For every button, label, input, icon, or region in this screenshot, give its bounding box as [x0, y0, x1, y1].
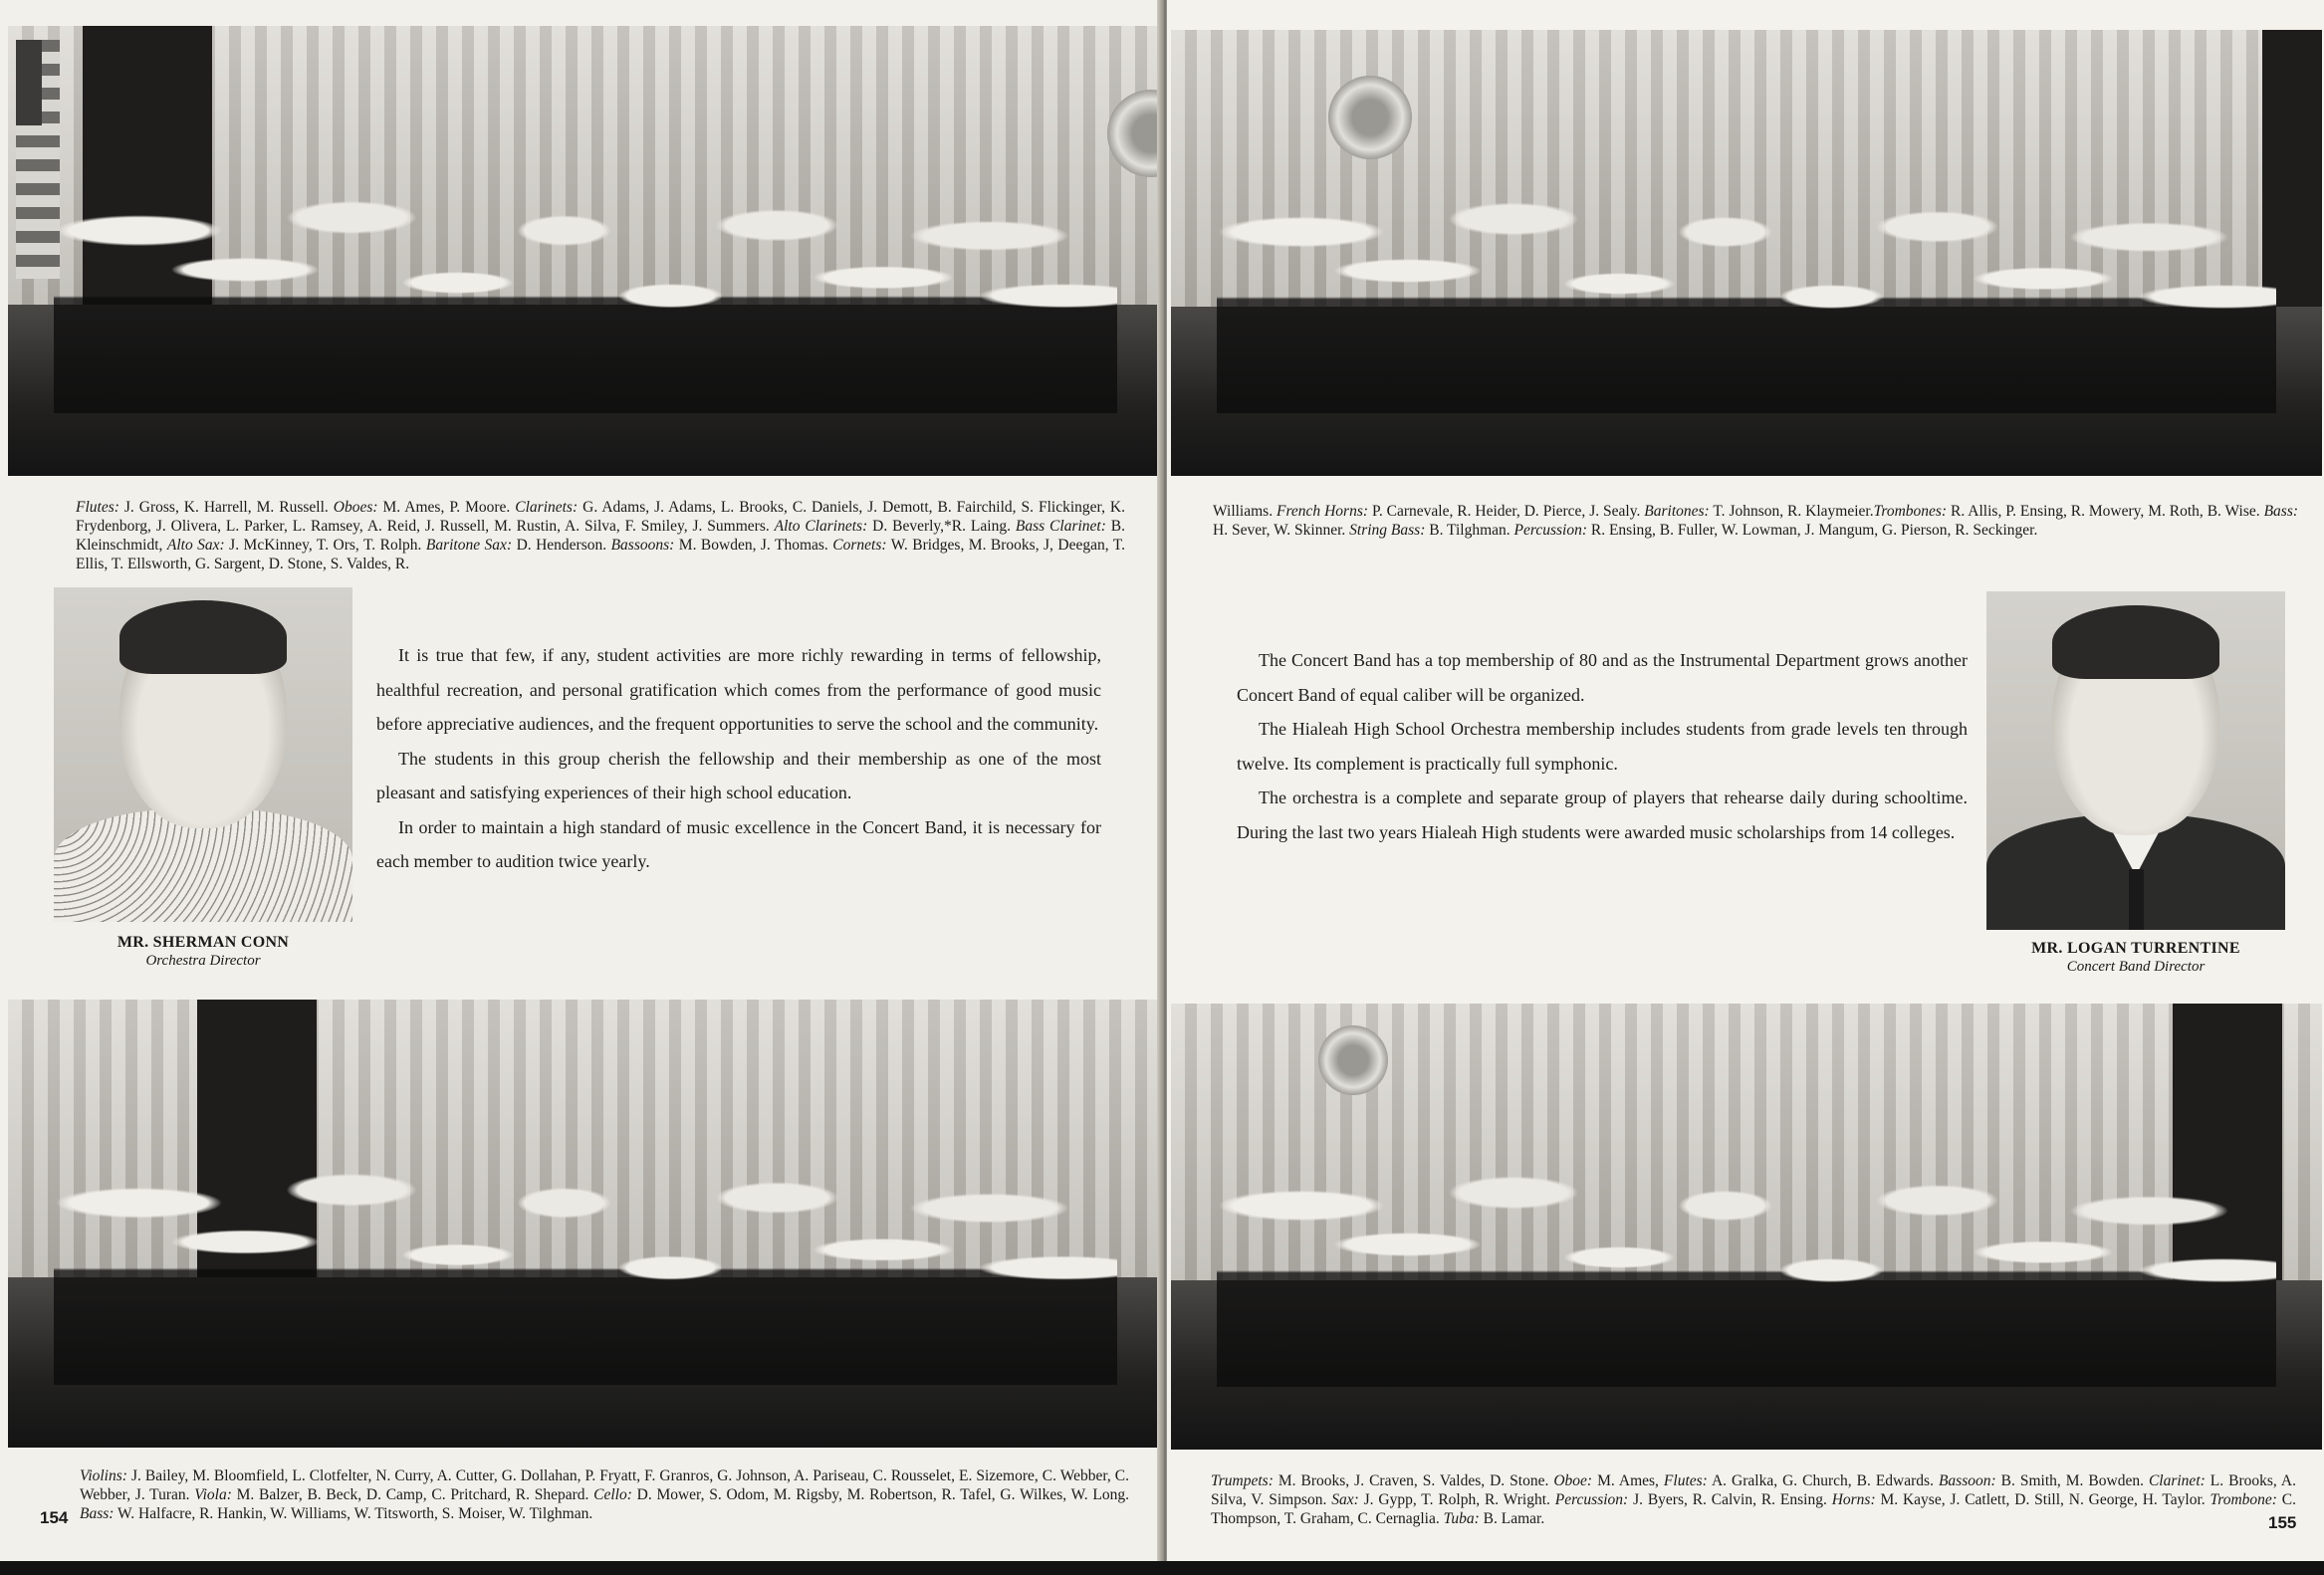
left-body-text	[376, 638, 1101, 879]
band-photo-top-left	[8, 26, 1163, 476]
member-names: J. Gross, K. Harrell, M. Russell.	[118, 499, 334, 516]
scan-edge	[0, 1561, 2324, 1575]
member-names: M. Balzer, B. Beck, D. Camp, C. Pritchard, R. Shepard.	[231, 1486, 594, 1503]
instrument-label: Bass:	[2263, 503, 2299, 520]
band-photo-top-right	[1171, 30, 2322, 476]
instrument-label: Percussion:	[1513, 522, 1587, 539]
instrument-label: French Horns:	[1277, 503, 1369, 520]
bottom-left-caption	[80, 1466, 1129, 1523]
page-number-left: 154	[40, 1508, 69, 1527]
member-names: P. Carnevale, R. Heider, D. Pierce, J. Sealy.	[1368, 503, 1645, 520]
member-names: Williams.	[1213, 503, 1277, 520]
instrument-label: Trombones:	[1873, 503, 1948, 520]
instrument-label: Clarinet:	[2148, 1472, 2206, 1489]
member-names: M. Bowden, J. Thomas.	[674, 537, 833, 554]
right-body-text	[1237, 643, 1968, 849]
member-names: H. Sever, W. Skinner.	[1213, 522, 1350, 539]
instrument-label: Bass:	[80, 1505, 115, 1522]
member-names: D. Beverly,*R. Laing.	[867, 518, 1016, 535]
sousaphone	[1318, 1025, 1388, 1095]
conn-portrait	[54, 587, 352, 922]
bottom-right-caption	[1211, 1471, 2296, 1528]
member-names: M. Brooks, J. Craven, S. Valdes, D. Stone.	[1273, 1472, 1554, 1489]
right-page	[1167, 0, 2324, 1575]
member-names: A. Gralka, G. Church, B. Edwards.	[1707, 1472, 1939, 1489]
instrument-label: Alto Clarinets:	[774, 518, 868, 535]
instrument-label: Bass Clarinet:	[1015, 518, 1106, 535]
member-names: M. Kayse, J. Catlett, D. Still, N. George, H. Taylor.	[1875, 1491, 2210, 1508]
member-names: T. Johnson, R. Klaymeier.	[1709, 503, 1874, 520]
member-names: J. McKinney, T. Ors, T. Rolph.	[224, 537, 426, 554]
director-name-left: MR. SHERMAN CONN	[116, 934, 290, 951]
instrument-label: Trombone:	[2209, 1491, 2277, 1508]
instrument-label: Bassoons:	[610, 537, 675, 554]
instrument-label: Horns:	[1831, 1491, 1876, 1508]
member-names: G. Adams, J. Adams, L. Brooks, C. Daniels, J. Demott, B. Fairchild, S. Flickinger, K. Frydenborg, J. Olivera, L. Parker, L. Ramsey, A. Reid, J. Russell, M. Rustin, A. Silva, F. Smiley, J. Summers.	[76, 499, 1125, 535]
member-names: M. Ames,	[1592, 1472, 1664, 1489]
instrument-label: Clarinets:	[515, 499, 579, 516]
member-names: D. Mower, S. Odom, M. Rigsby, M. Robertson, R. Tafel, G. Wilkes, W. Long.	[631, 1486, 1130, 1503]
orchestra-photo-bottom-right	[1171, 1004, 2322, 1450]
instrument-label: Tuba:	[1443, 1510, 1480, 1527]
sousaphone	[1328, 76, 1412, 159]
top-left-caption	[76, 498, 1125, 573]
member-names: L. Brooks, A. Silva, V. Simpson.	[1211, 1472, 2296, 1508]
instrument-label: Alto Sax:	[166, 537, 225, 554]
right-paragraph-1: The Concert Band has a top membership of 80 and as the Instrumental Department grows another Concert Band of equal caliber will be organized.	[1237, 650, 1968, 705]
instrument-label: Baritone Sax:	[425, 537, 513, 554]
member-names: J. Gypp, T. Rolph, R. Wright.	[1358, 1491, 1555, 1508]
director-name-right: MR. LOGAN TURRENTINE	[2031, 940, 2240, 957]
member-names: D. Henderson.	[512, 537, 611, 554]
director-title-right: Concert Band Director	[2066, 959, 2206, 975]
turrentine-portrait	[1986, 591, 2285, 930]
american-flag	[16, 40, 60, 279]
instrument-label: Flutes:	[76, 499, 119, 516]
instrument-label: Cello:	[593, 1486, 632, 1503]
instrument-label: Trumpets:	[1211, 1472, 1274, 1489]
member-names: W. Halfacre, R. Hankin, W. Williams, W. Titsworth, S. Moiser, W. Tilghman.	[114, 1505, 593, 1522]
right-paragraph-3: The orchestra is a complete and separate group of players that rehearse daily during schooltime. During the last two years Hialeah High students were awarded music scholarships from 14 colleges.	[1237, 788, 1968, 842]
instrument-label: Baritones:	[1644, 503, 1710, 520]
instrument-label: Cornets:	[832, 537, 887, 554]
left-paragraph-1: It is true that few, if any, student activities are more richly rewarding in terms of fellowship, healthful recreation, and personal gratification which comes from the performance of good music before appreciative audiences, and the frequent opportunities to serve the school and the community.	[376, 645, 1101, 734]
instrument-label: Sax:	[1331, 1491, 1359, 1508]
director-title-left: Orchestra Director	[145, 953, 261, 969]
member-names: M. Ames, P. Moore.	[377, 499, 516, 516]
left-paragraph-3: In order to maintain a high standard of music excellence in the Concert Band, it is necessary for each member to audition twice yearly.	[376, 816, 1101, 871]
member-names: B. Kleinschmidt,	[76, 518, 1125, 554]
top-right-caption	[1213, 502, 2298, 540]
member-names: B. Tilghman.	[1425, 522, 1514, 539]
page-number-right: 155	[2268, 1513, 2297, 1532]
right-paragraph-2: The Hialeah High School Orchestra membership includes students from grade levels ten through twelve. Its complement is practically full symphonic.	[1237, 719, 1968, 774]
member-names: J. Bailey, M. Bloomfield, L. Clotfelter, N. Curry, A. Cutter, G. Dollahan, P. Fryatt, F. Granros, G. Johnson, A. Pariseau, C. Rousselet, E. Sizemore, C. Webber, C. Webber, J. Turan.	[80, 1467, 1129, 1503]
member-names: C. Thompson, T. Graham, C. Cernaglia.	[1211, 1491, 2297, 1527]
instrument-label: Oboe:	[1553, 1472, 1593, 1489]
left-paragraph-2: The students in this group cherish the fellowship and their membership as one of the most pleasant and satisfying experiences of their high school education.	[376, 748, 1101, 802]
member-names: B. Smith, M. Bowden.	[1995, 1472, 2149, 1489]
instrument-label: String Bass:	[1349, 522, 1426, 539]
orchestra-photo-bottom-left	[8, 1000, 1163, 1448]
instrument-label: Violins:	[80, 1467, 127, 1484]
member-names: R. Allis, P. Ensing, R. Mowery, M. Roth, B. Wise.	[1947, 503, 2264, 520]
member-names: R. Ensing, B. Fuller, W. Lowman, J. Mangum, G. Pierson, R. Seckinger.	[1587, 522, 2038, 539]
instrument-label: Viola:	[194, 1486, 232, 1503]
instrument-label: Oboes:	[333, 499, 378, 516]
instrument-label: Flutes:	[1663, 1472, 1708, 1489]
member-names: J. Byers, R. Calvin, R. Ensing.	[1628, 1491, 1832, 1508]
member-names: W. Bridges, M. Brooks, J, Deegan, T. Ellis, T. Ellsworth, G. Sargent, D. Stone, S. Valdes, R.	[76, 537, 1125, 572]
instrument-label: Bassoon:	[1938, 1472, 1996, 1489]
instrument-label: Percussion:	[1554, 1491, 1629, 1508]
member-names: B. Lamar.	[1479, 1510, 1545, 1527]
